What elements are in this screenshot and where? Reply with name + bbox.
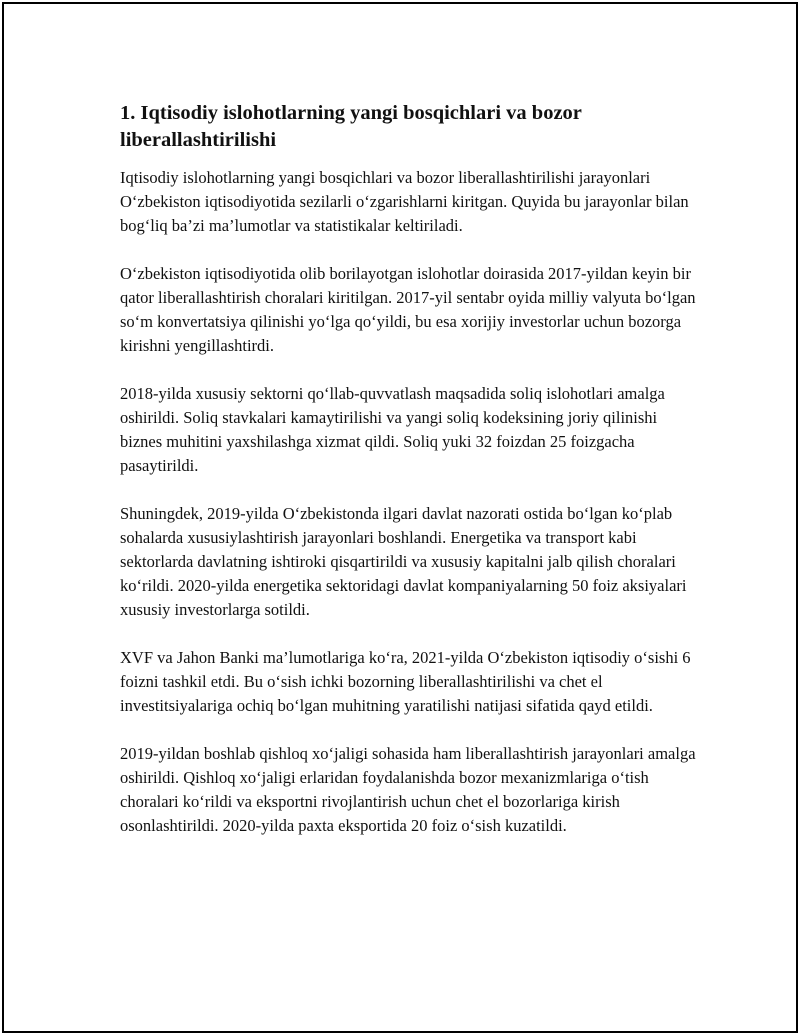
paragraph-agriculture: 2019-yildan boshlab qishloq xo‘jaligi sohasida ham liberallashtirish jarayonlari amalga oshirildi. Qishloq xo‘jaligi erlaridan foydalanishda bozor mexanizmlariga o‘tish choralari ko‘rildi va eksportni rivojlantirish uchun chet el bozorlariga kirish osonlashtirildi. 2020-yilda paxta eksportida 20 foiz o‘sish kuzatildi. [120, 744, 696, 835]
paragraph-2021-growth: XVF va Jahon Banki ma’lumotlariga ko‘ra, 2021-yilda O‘zbekiston iqtisodiy o‘sishi 6 foizni tashkil etdi. Bu o‘sish ichki bozorning liberallashtirilishi va chet el investitsiyalariga ochiq bo‘lgan muhitning yaratilishi natijasi sifatida qayd etildi. [120, 648, 691, 715]
paragraph-2017-reforms: O‘zbekiston iqtisodiyotida olib borilayotgan islohotlar doirasida 2017-yildan keyin bir qator liberallashtirish choralari kiritilgan. 2017-yil sentabr oyida milliy valyuta bo‘lgan so‘m konvertatsiya qilinishi yo‘lga qo‘yildi, bu esa xorijiy investorlar uchun bozorga kirishni yengillashtirdi. [120, 264, 696, 355]
section-heading: 1. Iqtisodiy islohotlarning yangi bosqichlari va bozor liberallashtirilishi [120, 102, 582, 151]
paragraph-intro: Iqtisodiy islohotlarning yangi bosqichlari va bozor liberallashtirilishi jarayonlari O‘zbekiston iqtisodiyotida sezilarli o‘zgarishlarni kiritgan. Quyida bu jarayonlar bilan bog‘liq ba’zi ma’lumotlar va statistikalar keltiriladi. [120, 168, 689, 235]
document-page [2, 2, 798, 1033]
paragraph-2018-tax-reform: 2018-yilda xususiy sektorni qo‘llab-quvvatlash maqsadida soliq islohotlari amalga oshirildi. Soliq stavkalari kamaytirilishi va yangi soliq kodeksining joriy qilinishi biznes muhitini yaxshilashga xizmat qildi. Soliq yuki 32 foizdan 25 foizgacha pasaytirildi. [120, 384, 665, 475]
document-body [120, 100, 698, 862]
paragraph-2019-privatization: Shuningdek, 2019-yilda O‘zbekistonda ilgari davlat nazorati ostida bo‘lgan ko‘plab sohalarda xususiylashtirish jarayonlari boshlandi. Energetika va transport kabi sektorlarda davlatning ishtiroki qisqartirildi va xususiy kapitalni jalb qilish choralari ko‘rildi. 2020-yilda energetika sektoridagi davlat kompaniyalarning 50 foiz aksiyalari xususiy investorlarga sotildi. [120, 504, 687, 619]
